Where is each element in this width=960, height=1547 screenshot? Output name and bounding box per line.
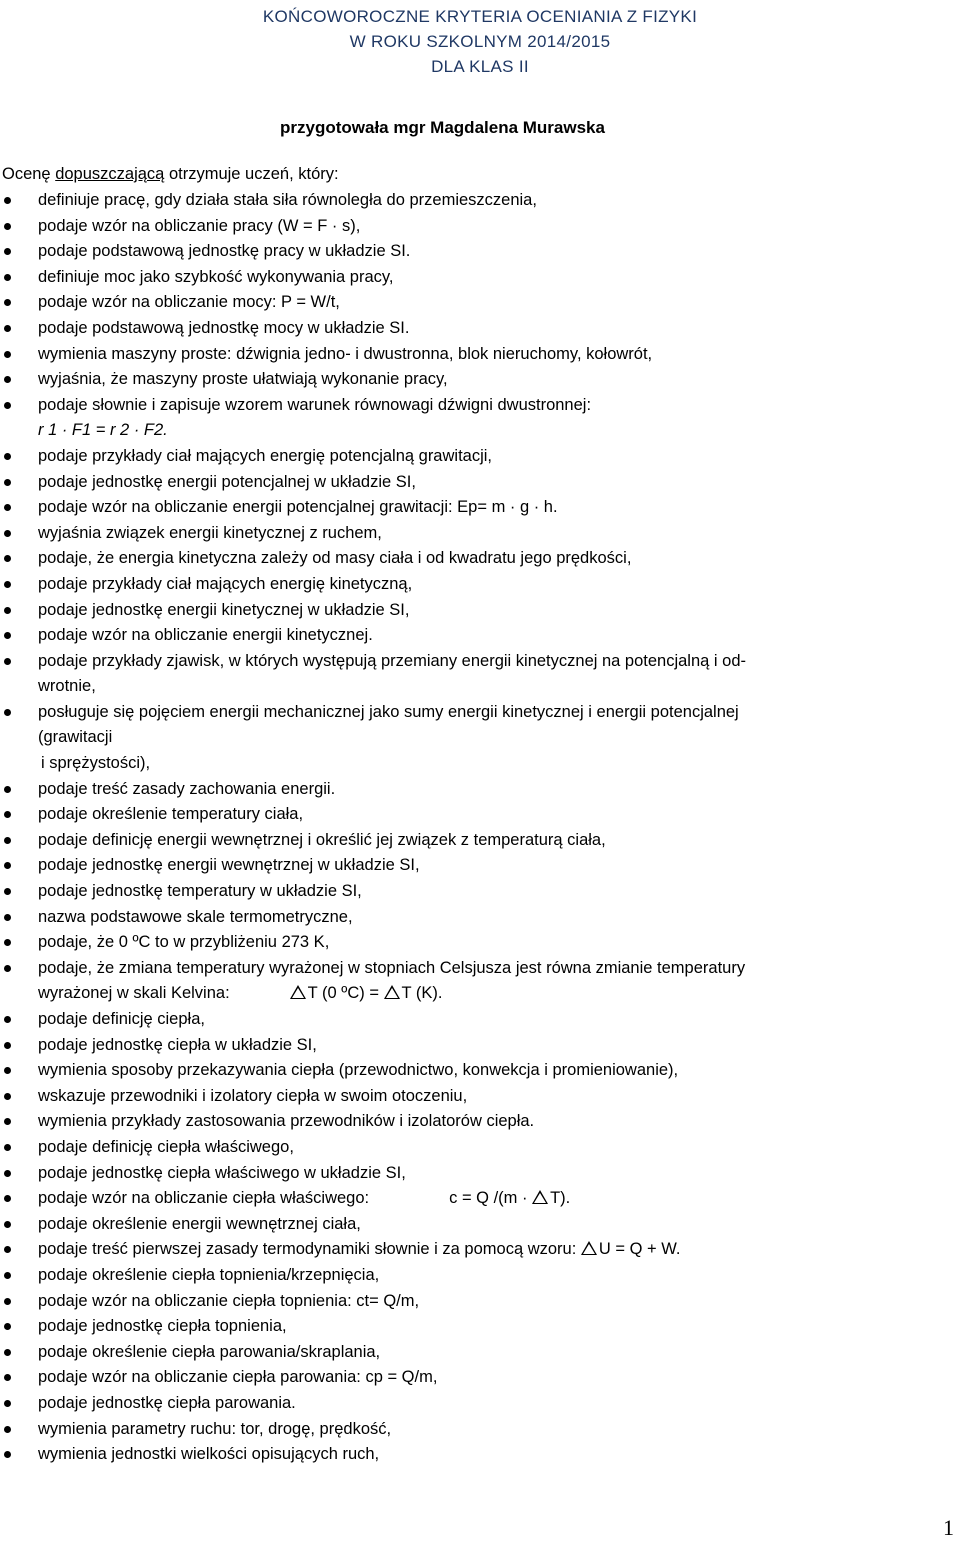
item-text: wyrażonej w skali Kelvina:: [38, 984, 230, 1003]
bullet-icon: [4, 1016, 11, 1023]
item-text: podaje wzór na obliczanie energii potencjalnej grawitacji: Ep= m · g · h.: [38, 498, 558, 517]
bullet-icon: [4, 1426, 11, 1433]
bullet-icon: [4, 1374, 11, 1381]
item-text: podaje treść zasady zachowania energii.: [38, 779, 336, 798]
bullet-icon: [4, 965, 11, 972]
list-item: [0, 956, 960, 982]
list-item: [0, 1212, 960, 1238]
bullet-icon: [4, 223, 11, 230]
intro-prefix: Ocenę: [2, 165, 56, 183]
item-text: podaje jednostkę ciepła w układzie SI,: [38, 1035, 317, 1054]
list-item-continuation: [0, 674, 960, 700]
list-item: [0, 265, 960, 291]
list-item: [0, 1442, 960, 1468]
item-text: podaje wzór na obliczanie energii kinetycznej.: [38, 626, 373, 645]
document-header: [0, 4, 960, 79]
bullet-icon: [4, 479, 11, 486]
list-item: [0, 239, 960, 265]
bullet-icon: [4, 1323, 11, 1330]
delta-icon: [532, 1190, 548, 1204]
list-item: [0, 879, 960, 905]
list-item: [0, 1263, 960, 1289]
item-text: podaje przykłady ciał mających energię potencjalną grawitacji,: [38, 446, 492, 465]
bullet-icon: [4, 351, 11, 358]
bullet-icon: [4, 581, 11, 588]
bullet-icon: [4, 1400, 11, 1407]
item-text: podaje określenie temperatury ciała,: [38, 805, 304, 824]
item-text: wymienia jednostki wielkości opisujących ruch,: [38, 1445, 380, 1464]
item-text: podaje treść pierwszej zasady termodynamiki słownie i za pomocą wzoru:: [38, 1240, 581, 1259]
list-item: [0, 1289, 960, 1315]
item-text: podaje definicję energii wewnętrznej i określić jej związek z temperaturą ciała,: [38, 830, 606, 849]
list-item-continuation: [0, 981, 960, 1007]
list-item: [0, 1314, 960, 1340]
item-text: podaje wzór na obliczanie ciepła właściwego:: [38, 1189, 370, 1208]
item-text: podaje określenie ciepła parowania/skraplania,: [38, 1342, 381, 1361]
bullet-icon: [4, 709, 11, 716]
item-text: T (0 ºC) =: [307, 984, 384, 1003]
item-text: podaje jednostkę ciepła parowania.: [38, 1393, 296, 1412]
list-item: [0, 1186, 960, 1212]
delta-icon: [384, 985, 400, 999]
list-item: [0, 598, 960, 624]
header-line-1: KOŃCOWOROCZNE KRYTERIA OCENIANIA Z FIZYKI: [262, 7, 698, 26]
bullet-icon: [4, 1298, 11, 1305]
item-text: podaje jednostkę temperatury w układzie SI,: [38, 882, 362, 901]
bullet-icon: [4, 658, 11, 665]
bullet-icon: [4, 1144, 11, 1151]
item-text: wymienia maszyny proste: dźwignia jedno- i dwustronna, blok nieruchomy, kołowrót,: [38, 344, 653, 363]
list-item: [0, 393, 960, 419]
list-item: [0, 214, 960, 240]
grade-name: dopuszczającą: [55, 165, 165, 183]
item-text: U = Q + W.: [598, 1240, 681, 1259]
list-item: [0, 444, 960, 470]
item-text: definiuje pracę, gdy działa stała siła równoległa do przemieszczenia,: [38, 191, 537, 209]
item-text: podaje definicję ciepła właściwego,: [38, 1137, 294, 1156]
item-text: podaje podstawową jednostkę pracy w układzie SI.: [38, 242, 411, 261]
list-item: [0, 1417, 960, 1443]
item-text: definiuje moc jako szybkość wykonywania pracy,: [38, 267, 394, 286]
list-item: [0, 1109, 960, 1135]
list-item: [0, 1365, 960, 1391]
list-item: [0, 1135, 960, 1161]
item-text: podaje jednostkę ciepła właściwego w układzie SI,: [38, 1163, 406, 1182]
item-text: wymienia parametry ruchu: tor, drogę, prędkość,: [38, 1419, 392, 1438]
bullet-icon: [4, 1170, 11, 1177]
list-item: [0, 1161, 960, 1187]
list-item: [0, 828, 960, 854]
list-item: [0, 546, 960, 572]
list-item: [0, 853, 960, 879]
bullet-icon: [4, 376, 11, 383]
intro-line: [2, 165, 339, 184]
item-text: podaje wzór na obliczanie ciepła parowania: cp = Q/m,: [38, 1368, 438, 1387]
bullet-icon: [4, 837, 11, 844]
item-text: podaje jednostkę energii wewnętrznej w układzie SI,: [38, 856, 420, 875]
list-item: [0, 1084, 960, 1110]
bullet-icon: [4, 862, 11, 869]
item-text: podaje określenie ciepła topnienia/krzepnięcia,: [38, 1265, 380, 1284]
bullet-icon: [4, 1067, 11, 1074]
header-line-3: DLA KLAS II: [431, 57, 529, 76]
item-text: wymienia przykłady zastosowania przewodników i izolatorów ciepła.: [38, 1112, 535, 1131]
list-item: [0, 1340, 960, 1366]
list-item: [0, 521, 960, 547]
list-item: [0, 342, 960, 368]
item-text: podaje definicję ciepła,: [38, 1010, 205, 1028]
bullet-icon: [4, 1272, 11, 1279]
item-text: podaje wzór na obliczanie pracy (W = F · s),: [38, 216, 361, 235]
bullet-icon: [4, 939, 11, 946]
bullet-icon: [4, 1221, 11, 1228]
bullet-icon: [4, 632, 11, 639]
list-item: [0, 905, 960, 931]
item-text: c = Q /(m ·: [449, 1189, 533, 1208]
bullet-icon: [4, 504, 11, 511]
item-text: (grawitacji: [38, 728, 113, 747]
item-text: wymienia sposoby przekazywania ciepła (przewodnictwo, konwekcja i promieniowanie),: [38, 1061, 679, 1080]
bullet-icon: [4, 914, 11, 921]
list-item: [0, 1237, 960, 1263]
list-item: [0, 930, 960, 956]
item-text: T (K).: [401, 984, 443, 1003]
list-item-continuation: [0, 418, 960, 444]
header-line-2: W ROKU SZKOLNYM 2014/2015: [349, 32, 611, 51]
list-item: [0, 623, 960, 649]
item-text: podaje jednostkę energii potencjalnej w układzie SI,: [38, 472, 416, 491]
item-text: podaje, że zmiana temperatury wyrażonej w stopniach Celsjusza jest równa zmianie temperatury: [38, 958, 746, 977]
item-text: podaje wzór na obliczanie mocy: P = W/t,: [38, 293, 340, 312]
item-text: podaje przykłady zjawisk, w których występują przemiany energii kinetycznej na potencjalną i od-: [38, 651, 747, 670]
delta-icon: [581, 1241, 597, 1255]
bullet-icon: [4, 1246, 11, 1253]
item-text: podaje, że 0 ºC to w przybliżeniu 273 K,: [38, 933, 330, 952]
item-text: wrotnie,: [38, 677, 96, 696]
bullet-icon: [4, 248, 11, 255]
item-text: podaje wzór na obliczanie ciepła topnienia: ct= Q/m,: [38, 1291, 420, 1310]
item-text: podaje słownie i zapisuje wzorem warunek równowagi dźwigni dwustronnej:: [38, 395, 592, 414]
item-text: posługuje się pojęciem energii mechanicznej jako sumy energii kinetycznej i energii potencjalnej: [38, 702, 739, 721]
list-item: [0, 572, 960, 598]
bullet-icon: [4, 1195, 11, 1202]
item-text: T).: [550, 1189, 571, 1208]
delta-icon: [290, 985, 306, 999]
bullet-icon: [4, 530, 11, 537]
bullet-icon: [4, 299, 11, 306]
bullet-icon: [4, 1118, 11, 1125]
item-text: wyjaśnia związek energii kinetycznej z ruchem,: [38, 523, 382, 542]
bullet-icon: [4, 1093, 11, 1100]
list-item: [0, 290, 960, 316]
item-text: podaje określenie energii wewnętrznej ciała,: [38, 1214, 361, 1233]
bullet-icon: [4, 325, 11, 332]
list-item: [0, 1007, 960, 1033]
list-item: [0, 316, 960, 342]
formula-text: r 1 · F1 = r 2 · F2.: [38, 421, 168, 440]
page-number: 1: [943, 1515, 954, 1540]
criteria-list: [0, 188, 960, 1468]
list-item: [0, 495, 960, 521]
item-text: nazwa podstawowe skale termometryczne,: [38, 907, 353, 926]
list-item: [0, 188, 960, 214]
bullet-icon: [4, 1042, 11, 1049]
list-item: [0, 470, 960, 496]
list-item: [0, 700, 960, 726]
bullet-icon: [4, 402, 11, 409]
list-item: [0, 1033, 960, 1059]
bullet-icon: [4, 786, 11, 793]
item-text: i sprężystości),: [41, 754, 151, 773]
list-item: [0, 802, 960, 828]
list-item: [0, 1391, 960, 1417]
item-text: podaje jednostkę energii kinetycznej w układzie SI,: [38, 600, 410, 619]
item-text: podaje, że energia kinetyczna zależy od masy ciała i od kwadratu jego prędkości,: [38, 549, 632, 568]
bullet-icon: [4, 607, 11, 614]
bullet-icon: [4, 197, 11, 204]
item-text: wyjaśnia, że maszyny proste ułatwiają wykonanie pracy,: [38, 370, 448, 389]
item-text: podaje jednostkę ciepła topnienia,: [38, 1317, 287, 1336]
bullet-icon: [4, 1349, 11, 1356]
bullet-icon: [4, 811, 11, 818]
list-item: [0, 367, 960, 393]
list-item-continuation: [0, 751, 960, 777]
author-line: przygotowała mgr Magdalena Murawska: [280, 118, 605, 137]
item-text: podaje podstawową jednostkę mocy w układzie SI.: [38, 318, 410, 337]
bullet-icon: [4, 888, 11, 895]
list-item: [0, 649, 960, 675]
list-item: [0, 777, 960, 803]
list-item: [0, 1058, 960, 1084]
bullet-icon: [4, 1451, 11, 1458]
bullet-icon: [4, 274, 11, 281]
item-text: wskazuje przewodniki i izolatory ciepła w swoim otoczeniu,: [38, 1086, 468, 1105]
bullet-icon: [4, 453, 11, 460]
bullet-icon: [4, 555, 11, 562]
item-text: podaje przykłady ciał mających energię kinetyczną,: [38, 574, 413, 593]
list-item-continuation: [0, 725, 960, 751]
intro-suffix: otrzymuje uczeń, który:: [164, 165, 339, 183]
